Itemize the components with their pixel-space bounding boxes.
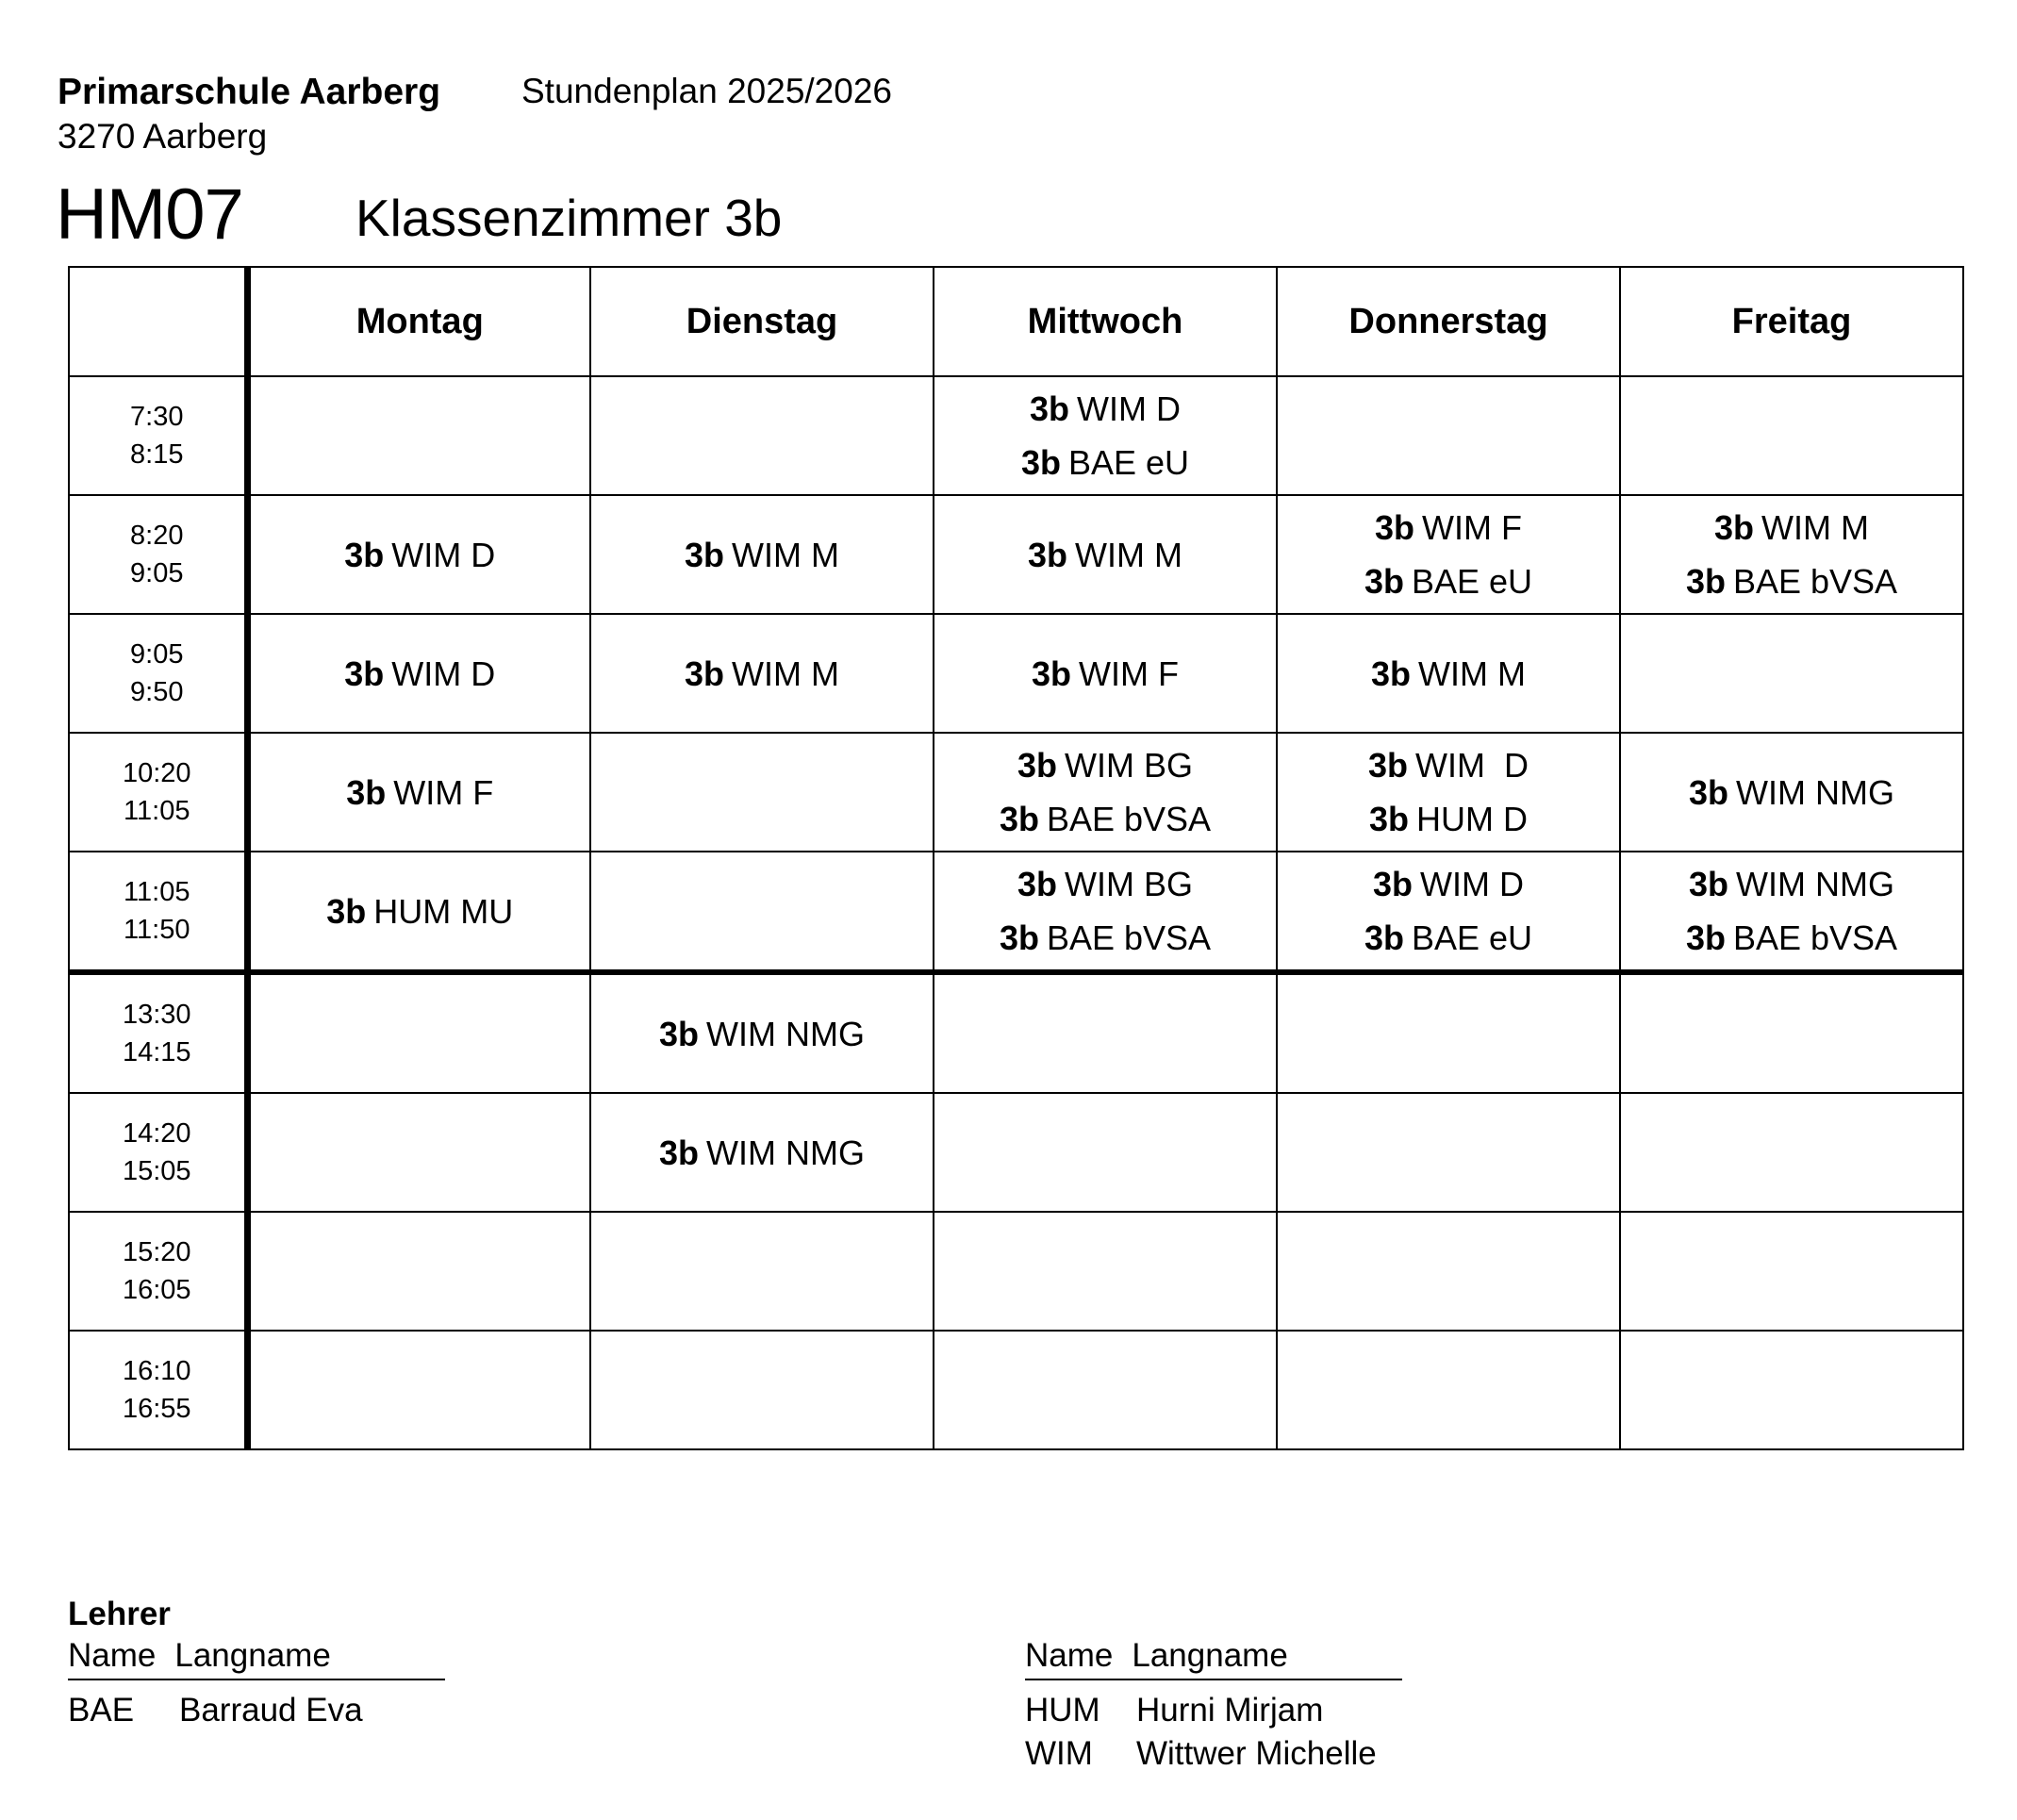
timetable-row bbox=[69, 972, 1963, 1093]
lesson-entry bbox=[251, 885, 590, 938]
lesson-cell bbox=[590, 495, 934, 614]
time-start: 14:20 bbox=[122, 1118, 191, 1149]
class-label: 3b bbox=[1689, 865, 1729, 903]
lesson-entry bbox=[591, 1007, 933, 1061]
lesson-entry bbox=[1621, 554, 1962, 608]
timetable-row bbox=[69, 614, 1963, 733]
class-label: 3b bbox=[1020, 443, 1061, 482]
timetable-header-row bbox=[69, 267, 1963, 376]
lesson-cell bbox=[1277, 495, 1620, 614]
lesson-entry bbox=[934, 436, 1276, 489]
lesson-cell bbox=[590, 1093, 934, 1212]
timetable-row bbox=[69, 1212, 1963, 1331]
lesson-cell bbox=[590, 614, 934, 733]
class-label: 3b bbox=[1373, 865, 1414, 903]
time-end: 11:50 bbox=[124, 915, 190, 945]
lesson-entry bbox=[934, 738, 1276, 792]
lesson-entry bbox=[1278, 554, 1619, 608]
teacher-subject: BAE bVSA bbox=[1046, 918, 1212, 957]
class-label: 3b bbox=[1369, 800, 1410, 838]
lesson-cell bbox=[934, 852, 1277, 972]
lesson-entry bbox=[934, 857, 1276, 911]
time-start: 16:10 bbox=[122, 1356, 191, 1386]
teacher-subject: WIM M bbox=[1418, 654, 1526, 693]
lesson-entry bbox=[934, 382, 1276, 436]
lesson-cell bbox=[1277, 1093, 1620, 1212]
timetable bbox=[68, 266, 1964, 1450]
lesson-cell bbox=[590, 376, 934, 495]
class-label: 3b bbox=[1714, 508, 1755, 547]
lesson-cell bbox=[1277, 614, 1620, 733]
timetable-row bbox=[69, 733, 1963, 852]
class-label: 3b bbox=[1032, 654, 1072, 693]
time-slot-cell bbox=[69, 1093, 247, 1212]
lesson-cell bbox=[590, 1331, 934, 1449]
class-label: 3b bbox=[1030, 389, 1070, 428]
legend-title: Lehrer bbox=[68, 1596, 171, 1632]
teacher-subject: WIM M bbox=[732, 535, 839, 574]
teacher-subject: BAE eU bbox=[1067, 443, 1190, 482]
lesson-cell bbox=[247, 495, 590, 614]
class-label: 3b bbox=[659, 1014, 700, 1053]
class-label: 3b bbox=[346, 772, 387, 812]
day-header-thursday: Donnerstag bbox=[1277, 267, 1620, 376]
teacher-name: Wittwer Michelle bbox=[1136, 1735, 1377, 1772]
lesson-cell bbox=[934, 376, 1277, 495]
time-end: 8:15 bbox=[130, 439, 184, 470]
timetable-row bbox=[69, 1093, 1963, 1212]
class-label: 3b bbox=[1364, 918, 1404, 957]
lesson-cell bbox=[590, 1212, 934, 1331]
teacher-subject: WIM D bbox=[391, 654, 496, 693]
class-label: 3b bbox=[344, 654, 385, 693]
teacher-subject: BAE eU bbox=[1411, 918, 1533, 957]
lesson-entry bbox=[1278, 738, 1619, 792]
lesson-cell bbox=[247, 733, 590, 852]
lesson-entry bbox=[934, 647, 1276, 701]
lesson-cell bbox=[1277, 972, 1620, 1093]
time-end: 9:50 bbox=[130, 677, 184, 707]
class-label: 3b bbox=[999, 918, 1039, 957]
lesson-cell bbox=[1620, 495, 1963, 614]
teacher-subject: HUM D bbox=[1416, 800, 1528, 838]
teacher-name: Barraud Eva bbox=[179, 1692, 363, 1729]
lesson-cell bbox=[590, 972, 934, 1093]
teacher-subject: WIM F bbox=[1422, 508, 1522, 547]
lesson-cell bbox=[247, 614, 590, 733]
timetable-row bbox=[69, 495, 1963, 614]
lesson-cell bbox=[590, 733, 934, 852]
teacher-abbr: WIM bbox=[1025, 1735, 1093, 1772]
legend-col-longname: Langname bbox=[1132, 1637, 1288, 1674]
time-slot-cell bbox=[69, 972, 247, 1093]
teacher-subject: WIM NMG bbox=[1736, 865, 1894, 903]
class-label: 3b bbox=[1017, 865, 1058, 903]
teacher-abbr: HUM bbox=[1025, 1692, 1100, 1729]
teacher-subject: WIM BG bbox=[1065, 865, 1193, 903]
timetable-body bbox=[69, 376, 1963, 1449]
time-start: 10:20 bbox=[122, 758, 191, 788]
lesson-cell bbox=[1277, 376, 1620, 495]
room-name: Klassenzimmer 3b bbox=[355, 189, 783, 247]
lesson-cell bbox=[1277, 1331, 1620, 1449]
time-slot-cell bbox=[69, 1212, 247, 1331]
lesson-cell bbox=[247, 852, 590, 972]
lesson-entry bbox=[591, 528, 933, 582]
teacher-abbr: BAE bbox=[68, 1692, 135, 1729]
timetable-row bbox=[69, 852, 1963, 972]
teacher-subject: WIM D bbox=[1420, 865, 1524, 903]
teacher-subject: WIM BG bbox=[1065, 746, 1193, 785]
time-slot-cell bbox=[69, 852, 247, 972]
room-code: HM07 bbox=[56, 174, 243, 255]
lesson-cell bbox=[934, 495, 1277, 614]
lesson-entry bbox=[1278, 792, 1619, 846]
plan-title: Stundenplan 2025/2026 bbox=[521, 72, 892, 110]
lesson-entry bbox=[1621, 857, 1962, 911]
lesson-entry bbox=[934, 911, 1276, 965]
lesson-cell bbox=[934, 1331, 1277, 1449]
lesson-cell bbox=[1620, 972, 1963, 1093]
time-slot-cell bbox=[69, 376, 247, 495]
lesson-entry bbox=[1278, 647, 1619, 701]
lesson-entry bbox=[1621, 766, 1962, 819]
lesson-cell bbox=[1620, 1093, 1963, 1212]
lesson-cell bbox=[1620, 1331, 1963, 1449]
teacher-subject: BAE eU bbox=[1411, 562, 1533, 601]
time-end: 15:05 bbox=[122, 1156, 191, 1186]
lesson-entry bbox=[1621, 911, 1962, 965]
class-label: 3b bbox=[1689, 772, 1729, 812]
legend-row bbox=[1025, 1692, 1323, 1729]
lesson-cell bbox=[247, 376, 590, 495]
timetable-row bbox=[69, 376, 1963, 495]
class-label: 3b bbox=[1685, 562, 1726, 601]
lesson-cell bbox=[1620, 376, 1963, 495]
legend-col-name: Name bbox=[1025, 1637, 1114, 1674]
legend-col-name: Name bbox=[68, 1637, 157, 1674]
teacher-subject: WIM D bbox=[391, 535, 496, 574]
time-start: 9:05 bbox=[130, 639, 184, 670]
time-slot-cell bbox=[69, 733, 247, 852]
lesson-entry bbox=[1278, 501, 1619, 554]
class-label: 3b bbox=[685, 535, 725, 574]
lesson-entry bbox=[1621, 501, 1962, 554]
day-header-tuesday: Dienstag bbox=[590, 267, 934, 376]
teacher-subject: HUM MU bbox=[373, 891, 514, 931]
lesson-cell bbox=[247, 1331, 590, 1449]
class-label: 3b bbox=[1364, 562, 1404, 601]
lesson-entry bbox=[251, 647, 590, 701]
lesson-cell bbox=[934, 1093, 1277, 1212]
teacher-subject: WIM D bbox=[1415, 746, 1529, 785]
time-start: 8:20 bbox=[130, 521, 184, 551]
legend-row bbox=[68, 1692, 363, 1729]
time-slot-cell bbox=[69, 1331, 247, 1449]
class-label: 3b bbox=[1368, 746, 1409, 785]
school-name: Primarschule Aarberg bbox=[58, 72, 441, 112]
lesson-cell bbox=[247, 1212, 590, 1331]
lesson-cell bbox=[1277, 852, 1620, 972]
lesson-cell bbox=[247, 1093, 590, 1212]
lesson-cell bbox=[934, 972, 1277, 1093]
timetable-row bbox=[69, 1331, 1963, 1449]
time-header-cell bbox=[69, 267, 247, 376]
time-slot-cell bbox=[69, 614, 247, 733]
teacher-subject: WIM F bbox=[393, 772, 494, 812]
teacher-subject: WIM NMG bbox=[1736, 772, 1894, 812]
lesson-cell bbox=[247, 972, 590, 1093]
lesson-entry bbox=[591, 1126, 933, 1180]
teacher-subject: BAE bVSA bbox=[1046, 800, 1212, 838]
lesson-entry bbox=[934, 792, 1276, 846]
teacher-subject: WIM NMG bbox=[706, 1014, 865, 1053]
lesson-entry bbox=[251, 766, 590, 819]
class-label: 3b bbox=[1685, 918, 1726, 957]
teacher-subject: WIM M bbox=[1075, 535, 1182, 574]
time-start: 15:20 bbox=[122, 1237, 191, 1267]
teacher-name: Hurni Mirjam bbox=[1136, 1692, 1324, 1729]
class-label: 3b bbox=[1017, 746, 1058, 785]
school-address: 3270 Aarberg bbox=[58, 117, 268, 156]
lesson-cell bbox=[1620, 614, 1963, 733]
teacher-subject: WIM M bbox=[1761, 508, 1869, 547]
teacher-subject: BAE bVSA bbox=[1732, 918, 1898, 957]
lesson-entry bbox=[591, 647, 933, 701]
lesson-cell bbox=[1620, 852, 1963, 972]
time-start: 13:30 bbox=[122, 1000, 191, 1030]
time-start: 11:05 bbox=[124, 877, 190, 907]
legend-col-longname: Langname bbox=[174, 1637, 331, 1674]
time-slot-cell bbox=[69, 495, 247, 614]
lesson-cell bbox=[934, 1212, 1277, 1331]
class-label: 3b bbox=[344, 535, 385, 574]
legend-header-left bbox=[68, 1637, 445, 1680]
lesson-cell bbox=[1620, 1212, 1963, 1331]
time-end: 9:05 bbox=[130, 558, 184, 588]
teacher-subject: WIM NMG bbox=[706, 1133, 865, 1172]
lesson-cell bbox=[1277, 733, 1620, 852]
lesson-entry bbox=[1278, 911, 1619, 965]
lesson-entry bbox=[934, 528, 1276, 582]
teacher-subject: WIM D bbox=[1077, 389, 1181, 428]
lesson-cell bbox=[590, 852, 934, 972]
time-end: 16:05 bbox=[122, 1275, 191, 1305]
teacher-subject: WIM M bbox=[732, 654, 839, 693]
legend-row bbox=[1025, 1735, 1377, 1773]
lesson-cell bbox=[1277, 1212, 1620, 1331]
time-end: 16:55 bbox=[122, 1394, 191, 1424]
lesson-entry bbox=[1278, 857, 1619, 911]
class-label: 3b bbox=[685, 654, 725, 693]
teacher-subject: WIM F bbox=[1079, 654, 1179, 693]
time-end: 11:05 bbox=[124, 796, 190, 826]
class-label: 3b bbox=[659, 1133, 700, 1172]
class-label: 3b bbox=[1371, 654, 1412, 693]
lesson-entry bbox=[251, 528, 590, 582]
lesson-cell bbox=[934, 733, 1277, 852]
day-header-wednesday: Mittwoch bbox=[934, 267, 1277, 376]
time-start: 7:30 bbox=[130, 402, 184, 432]
teacher-subject: BAE bVSA bbox=[1732, 562, 1898, 601]
legend-header-right bbox=[1025, 1637, 1402, 1680]
time-end: 14:15 bbox=[122, 1037, 191, 1067]
lesson-cell bbox=[1620, 733, 1963, 852]
class-label: 3b bbox=[1375, 508, 1415, 547]
class-label: 3b bbox=[326, 891, 367, 931]
day-header-friday: Freitag bbox=[1620, 267, 1963, 376]
class-label: 3b bbox=[999, 800, 1039, 838]
day-header-monday: Montag bbox=[247, 267, 590, 376]
lesson-cell bbox=[934, 614, 1277, 733]
class-label: 3b bbox=[1028, 535, 1068, 574]
